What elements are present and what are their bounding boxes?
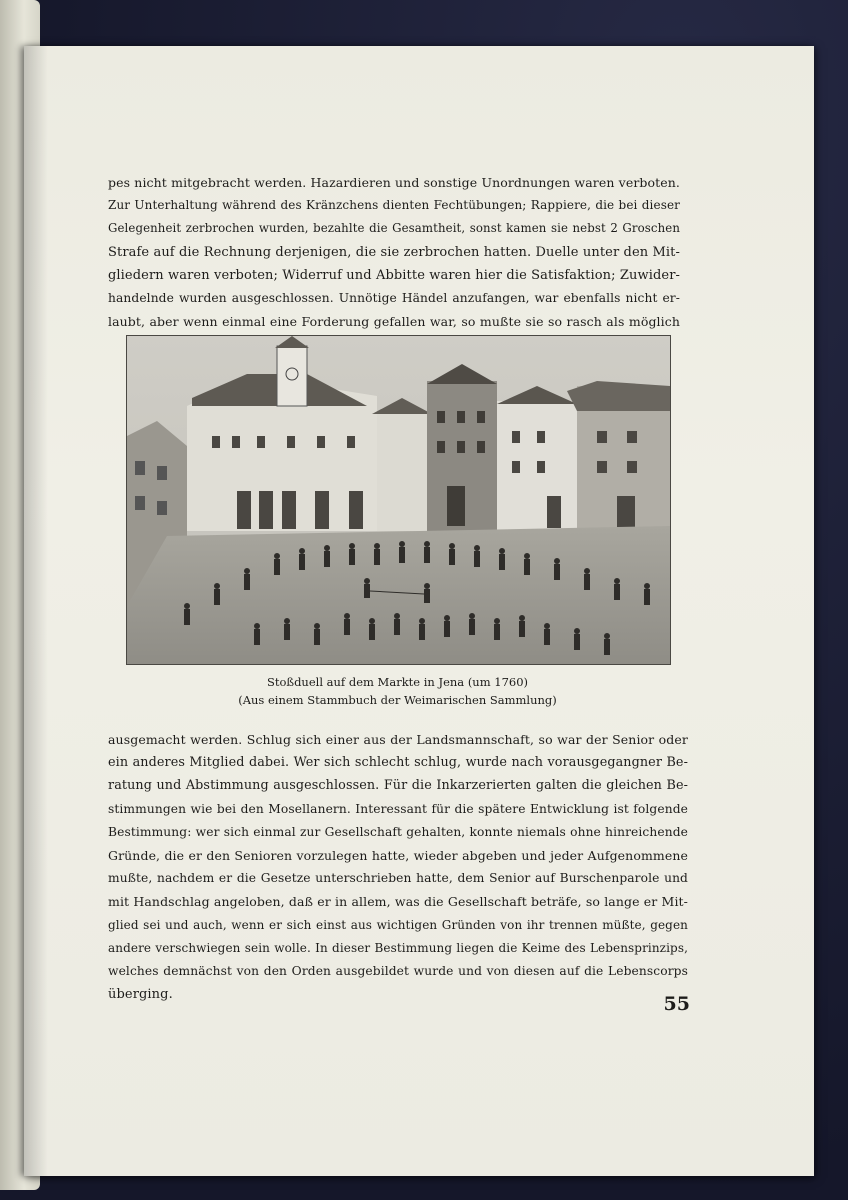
text-line: Gelegenheit zerbrochen wurden, bezahlte die Gesamtheit, sonst kamen sie nebst 2 Groschen <box>108 221 680 236</box>
text-line: Strafe auf die Rechnung derjenigen, die sie zerbrochen hatten. Duelle unter den Mit- <box>108 244 680 260</box>
text-line: überging. <box>108 987 173 1003</box>
figure-caption: Stoßduell auf dem Markte in Jena (um 1760) <box>266 675 529 689</box>
page-number: 55 <box>663 993 690 1015</box>
text-line: mit Handschlag angeloben, daß er in allem, was die Gesellschaft beträfe, so lange er Mit- <box>108 894 688 910</box>
illustration-duel-market-jena <box>126 335 671 665</box>
paragraph-bottom <box>108 728 688 1006</box>
text-line: ein anderes Mitglied dabei. Wer sich schlecht schlug, wurde nach vorausgegangner Be- <box>108 755 688 771</box>
text-line: gliedern waren verboten; Widerruf und Abbitte waren hier die Satisfaktion; Zuwider- <box>108 267 680 283</box>
text-line: laubt, aber wenn einmal eine Forderung gefallen war, so mußte sie so rasch als möglich <box>108 314 680 330</box>
text-line: ratung und Abstimmung ausgeschlossen. Für die Inkarzerierten galten die gleichen Be- <box>108 778 688 794</box>
text-line: welches demnächst von den Orden ausgebildet wurde und von diesen auf die Lebenscorps <box>108 963 688 978</box>
text-line: mußte, nachdem er die Gesetze unterschrieben hatte, dem Senior auf Burschenparole und <box>108 871 688 886</box>
text-line: glied sei und auch, wenn er sich einst aus wichtigen Gründen von ihr trennen müßte, gegen <box>108 917 688 932</box>
text-line: Zur Unterhaltung während des Kränzchens dienten Fechtübungen; Rappiere, die bei dieser <box>108 198 680 213</box>
text-line: handelnde wurden ausgeschlossen. Unnötige Händel anzufangen, war ebenfalls nicht er- <box>108 290 680 305</box>
text-line: Gründe, die er den Senioren vorzulegen hatte, wieder abgeben und jeder Aufgenommene <box>108 847 688 863</box>
figure-source: (Aus einem Stammbuch der Weimarischen Sammlung) <box>238 693 557 707</box>
paragraph-top <box>108 171 680 333</box>
text-line: andere verschwiegen sein wolle. In dieser Bestimmung liegen die Keime des Lebensprinzips, <box>108 940 688 955</box>
text-line: pes nicht mitgebracht werden. Hazardieren und sonstige Unordnungen waren verboten. <box>108 175 680 190</box>
engraving <box>127 336 670 664</box>
spine-shadow <box>24 46 48 1176</box>
text-line: Bestimmung: wer sich einmal zur Gesellschaft gehalten, konnte niemals ohne hinreichende <box>108 824 688 839</box>
text-line: ausgemacht werden. Schlug sich einer aus der Landsmannschaft, so war der Senior oder <box>108 732 688 747</box>
text-line: stimmungen wie bei den Mosellanern. Interessant für die spätere Entwicklung ist folgende <box>108 801 688 816</box>
